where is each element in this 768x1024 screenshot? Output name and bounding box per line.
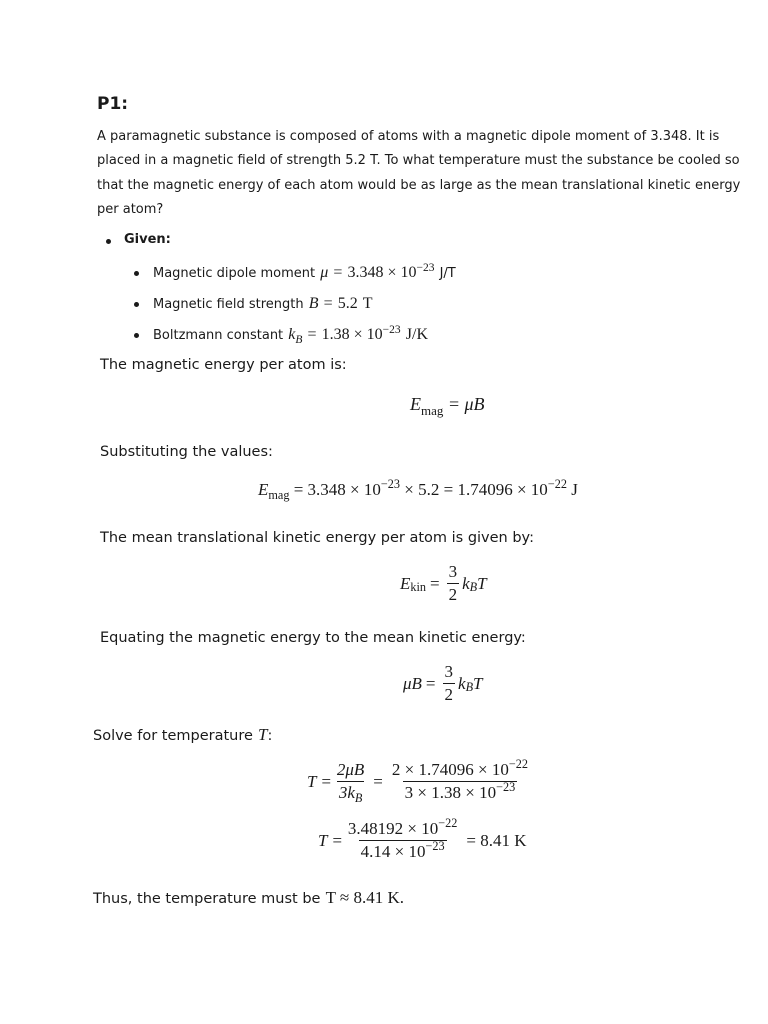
given-label: Given: <box>124 232 171 247</box>
equating-label: Equating the magnetic energy to the mean kinetic energy: <box>100 630 526 646</box>
statement-line: A paramagnetic substance is composed of atoms with a magnetic dipole moment of 3.348. It is <box>97 129 720 144</box>
given-item-field: Magnetic field strength B = 5.2 T <box>153 295 373 312</box>
equation-equate: μB = $\frac{3}{2}$ k $_B$ T <box>403 662 483 704</box>
equation-solve-2: T = $\frac{3.48192 \times 10^{-22}}{4.14 \times 10^{-23}}$ = 8.41 K <box>318 816 527 861</box>
magnetic-energy-intro: The magnetic energy per atom is: <box>100 357 347 373</box>
equation-e-mag: $E_{mag} = \mu B$ <box>410 394 485 418</box>
solve-label: Solve for temperature T: <box>93 725 273 744</box>
bullet-given <box>106 239 111 244</box>
given-item-dipole: Magnetic dipole moment $\mu = 3.348 \times 10^{-23}$ J/T <box>153 261 456 281</box>
statement-line: that the magnetic energy of each atom would be as large as the mean translational kinetic energy <box>97 178 741 193</box>
bullet-given-item <box>134 302 139 307</box>
kinetic-energy-intro: The mean translational kinetic energy per atom is given by: <box>100 530 534 546</box>
bullet-given-item <box>134 333 139 338</box>
substituting-label: Substituting the values: <box>100 444 273 460</box>
statement-line: placed in a magnetic field of strength 5.2 T. To what temperature must the substance be cooled so <box>97 153 740 168</box>
problem-heading: P1: <box>97 94 129 114</box>
given-item-boltzmann: Boltzmann constant $k_B = 1.38 \times 10^{-23}$ J/K <box>153 323 428 347</box>
conclusion: Thus, the temperature must be T ≈ 8.41 K. <box>93 888 404 907</box>
statement-line: per atom? <box>97 202 164 217</box>
bullet-given-item <box>134 271 139 276</box>
equation-e-kin: E $_{kin}$ = $\frac{3}{2}$ k $_B$ T <box>400 562 487 604</box>
equation-solve-1: T = $\frac{2\mu B}{3k_B}$ = $\frac{2 \times 1.74096 \times 10^{-22}}{3 \times 1.38 \times 10^{-23}}$ <box>307 757 528 806</box>
equation-e-mag-value: $E_{mag} = 3.348 \times 10^{-23} \times 5.2 = 1.74096 \times 10^{-22}$ J <box>258 477 578 503</box>
